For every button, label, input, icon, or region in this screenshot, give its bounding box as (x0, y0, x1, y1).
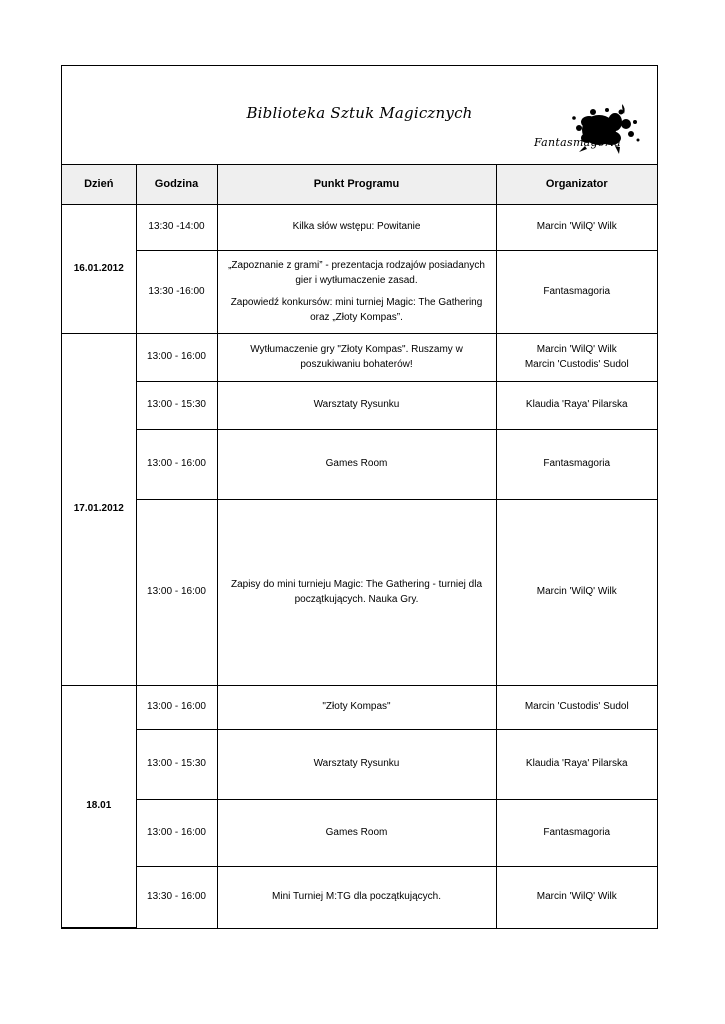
organizer-cell: Marcin 'WilQ' Wilk (496, 205, 657, 251)
time-cell: 13:00 - 16:00 (136, 430, 217, 500)
table-row (62, 251, 657, 334)
program-cell: Kilka słów wstępu: Powitanie (217, 205, 496, 251)
organizer-line: Marcin 'WilQ' Wilk (536, 344, 617, 355)
logo-text: Fantasmagoria (534, 136, 622, 149)
organizer-line: Marcin 'Custodis' Sudol (524, 358, 629, 370)
table-row (62, 430, 657, 500)
column-header-program: Punkt Programu (217, 165, 496, 205)
organizer-cell: Fantasmagoria (496, 430, 657, 500)
table-row (62, 686, 657, 730)
program-cell: Warsztaty Rysunku (217, 382, 496, 430)
program-cell: Wytłumaczenie gry "Złoty Kompas". Ruszamy w poszukiwaniu bohaterów! (217, 334, 496, 382)
program-cell: Games Room (217, 800, 496, 867)
day-cell: 17.01.2012 (62, 334, 136, 686)
time-cell: 13:00 - 16:00 (136, 334, 217, 382)
organizer-cell: Marcin 'WilQ' Wilk (496, 867, 657, 928)
document-title: Biblioteka Sztuk Magicznych (246, 104, 473, 122)
table-row (62, 500, 657, 686)
program-cell: Games Room (217, 430, 496, 500)
day-cell: 16.01.2012 (62, 205, 136, 334)
table-row (62, 867, 657, 928)
program-line: Zapowiedź konkursów: mini turniej Magic: The Gathering oraz „Złoty Kompas”. (230, 297, 483, 323)
table-row (62, 205, 657, 251)
program-cell: Warsztaty Rysunku (217, 730, 496, 800)
ink-splatter-icon (527, 100, 657, 162)
program-line: „Zapoznanie z grami” - prezentacja rodzajów posiadanych gier i wytłumaczenie zasad. (228, 260, 485, 286)
program-cell: Mini Turniej M:TG dla początkujących. (217, 867, 496, 928)
column-header-organizer: Organizator (496, 165, 657, 205)
document-header (62, 66, 657, 165)
time-cell: 13:00 - 15:30 (136, 730, 217, 800)
day-cell: 18.01 (62, 686, 136, 928)
time-cell: 13:30 -16:00 (136, 251, 217, 334)
table-row (62, 334, 657, 382)
column-header-day: Dzień (62, 165, 136, 205)
time-cell: 13:00 - 15:30 (136, 382, 217, 430)
organizer-cell: Marcin 'Custodis' Sudol (496, 686, 657, 730)
organizer-cell: Fantasmagoria (496, 251, 657, 334)
organizer-cell: Klaudia 'Raya' Pilarska (496, 730, 657, 800)
table-header-row (62, 165, 657, 205)
column-header-time: Godzina (136, 165, 217, 205)
time-cell: 13:00 - 16:00 (136, 800, 217, 867)
table-row (62, 382, 657, 430)
time-cell: 13:30 -14:00 (136, 205, 217, 251)
table-row (62, 730, 657, 800)
program-cell (217, 251, 496, 334)
organizer-cell: Marcin 'WilQ' Wilk (496, 500, 657, 686)
program-cell: Zapisy do mini turnieju Magic: The Gathering - turniej dla początkujących. Nauka Gry. (217, 500, 496, 686)
time-cell: 13:30 - 16:00 (136, 867, 217, 928)
organizer-cell: Fantasmagoria (496, 800, 657, 867)
schedule-document (61, 65, 658, 929)
organizer-cell (496, 334, 657, 382)
table-row (62, 800, 657, 867)
schedule-table (62, 165, 657, 928)
time-cell: 13:00 - 16:00 (136, 686, 217, 730)
fantasmagoria-logo (527, 100, 657, 162)
program-cell: "Złoty Kompas" (217, 686, 496, 730)
organizer-cell: Klaudia 'Raya' Pilarska (496, 382, 657, 430)
time-cell: 13:00 - 16:00 (136, 500, 217, 686)
